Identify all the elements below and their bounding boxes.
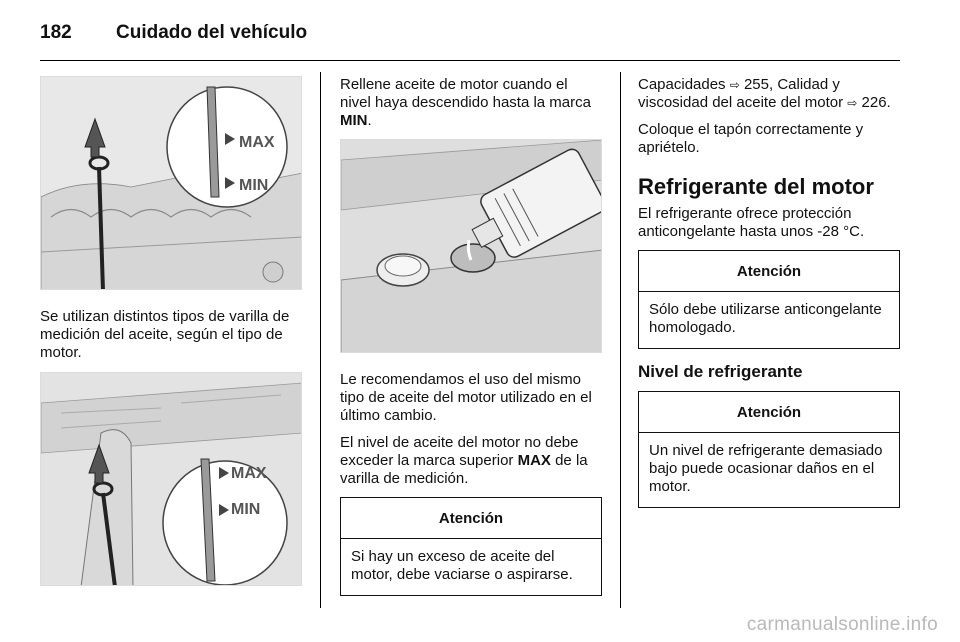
min-marker-label: MIN — [239, 177, 269, 194]
header-rule — [40, 60, 900, 61]
refill-paragraph: Rellene aceite de motor cuando el nivel haya descendido hasta la marca MIN. — [340, 76, 591, 129]
watermark: carmanualsonline.info — [746, 614, 938, 635]
notice-title: Atención — [639, 251, 899, 292]
subsection-heading: Nivel de refrigerante — [638, 362, 803, 381]
coolant-paragraph: El refrigerante ofrece protección anticongelante hasta unos -28 °C. — [638, 205, 865, 240]
notice-title: Atención — [639, 392, 899, 433]
column-2 — [340, 76, 602, 602]
page-number: 182 — [40, 22, 72, 43]
page-header — [40, 22, 307, 44]
cap-paragraph: Coloque el tapón correctamente y apriételo. — [638, 121, 864, 156]
page-reference-link[interactable]: 255 — [743, 76, 769, 93]
column-divider-2 — [620, 72, 621, 608]
recommendation-paragraph: Le recomendamos el uso del mismo tipo de aceite del motor utilizado en el último cambio. — [340, 371, 592, 424]
page-ref-icon: ⇨ — [729, 78, 740, 92]
dipstick-caption: Se utilizan distintos tipos de varilla de medición del aceite, según el tipo de motor. — [40, 308, 290, 361]
notice-body: Sólo debe utilizarse anticongelante homologado. — [649, 301, 882, 336]
column-1 — [40, 76, 302, 586]
notice-body: Si hay un exceso de aceite del motor, debe vaciarse o aspirarse. — [351, 548, 573, 583]
oil-filling-figure — [340, 139, 602, 353]
notice-box-oil — [340, 497, 602, 596]
max-marker-label: MAX — [231, 465, 267, 482]
min-marker-label: MIN — [231, 501, 261, 518]
page-title: Cuidado del vehículo — [116, 22, 308, 43]
column-3 — [638, 76, 900, 514]
column-divider-1 — [320, 72, 321, 608]
dipstick-figure-1 — [40, 76, 302, 290]
dipstick-figure-2 — [40, 372, 302, 586]
page-ref-icon: ⇨ — [847, 96, 858, 110]
notice-body: Un nivel de refrigerante demasiado bajo puede ocasionar daños en el motor. — [649, 442, 883, 495]
notice-box-coolant — [638, 250, 900, 349]
notice-title: Atención — [341, 498, 601, 539]
max-mark-text: MAX — [517, 452, 551, 469]
max-marker-label: MAX — [239, 134, 275, 151]
min-mark-text: MIN — [340, 112, 368, 129]
notice-box-coolant-level — [638, 391, 900, 508]
max-level-paragraph: El nivel de aceite del motor no debe exceder la marca superior MAX de la varilla de medición. — [340, 434, 588, 487]
capacities-paragraph: Capacidades ⇨ 255, Calidad y viscosidad del aceite del motor ⇨ 226. — [638, 76, 891, 111]
page-reference-link[interactable]: 226 — [861, 94, 887, 111]
section-heading: Refrigerante del motor — [638, 174, 874, 199]
